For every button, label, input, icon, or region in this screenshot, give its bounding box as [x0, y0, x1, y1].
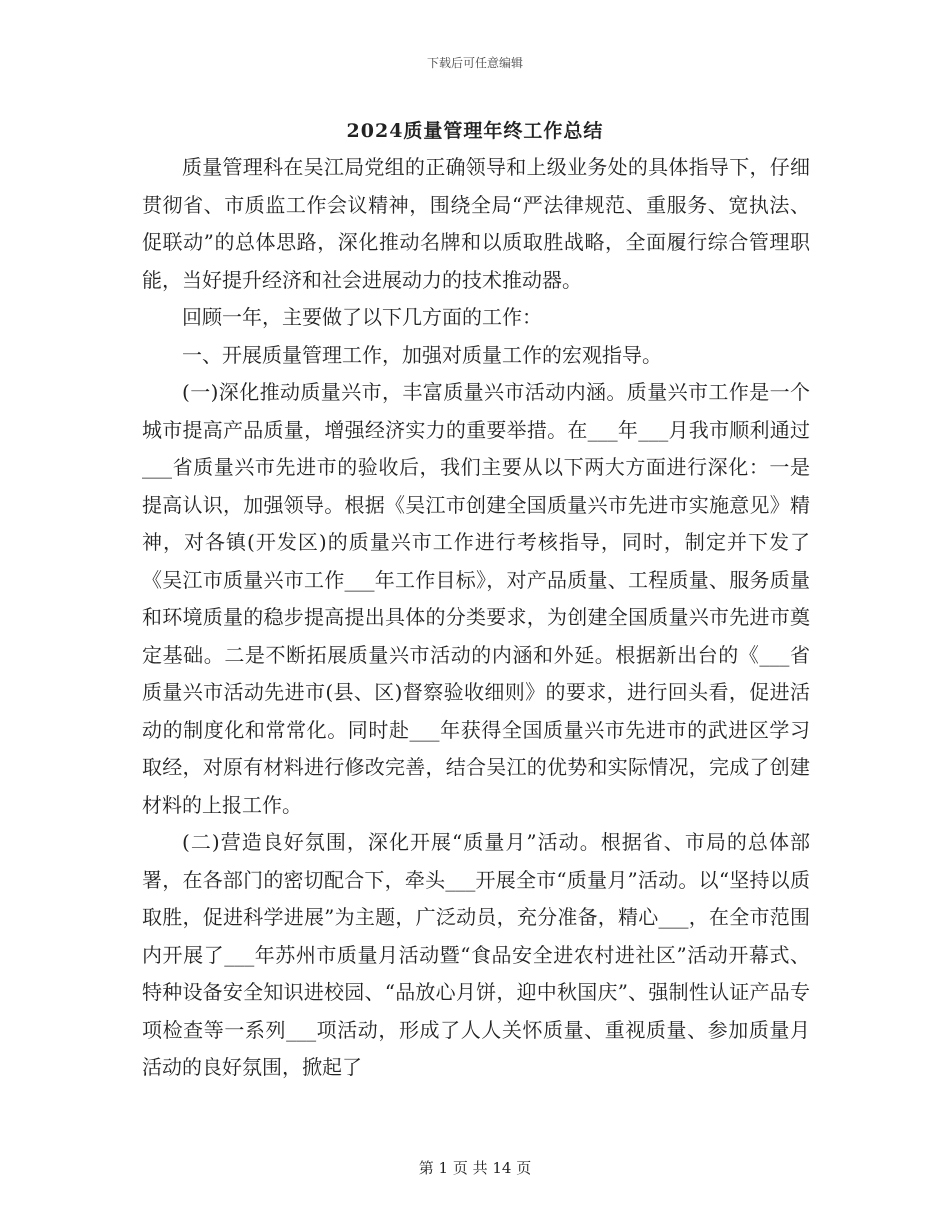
document-title: 2024质量管理年终工作总结 [346, 120, 604, 142]
paragraph: (二)营造良好氛围，深化开展“质量月”活动。根据省、市局的总体部署，在各部门的密切配合下，牵头___开展全市“质量月”活动。以“坚持以质取胜，促进科学进展”为主题，广泛动员，充分准备，精心___，在全市范围内开展了___年苏州市质量月活动暨“食品安全进农村进社区”活动开幕式、特种设备安全知识进校园、“品放心月饼，迎中秋国庆”、强制性认证产品专项检查等一系列___项活动，形成了人人关怀质量、重视质量、参加质量月活动的良好氛围，掀起了 [142, 830, 810, 1079]
paragraph: (一)深化推动质量兴市，丰富质量兴市活动内涵。质量兴市工作是一个城市提高产品质量，增强经济实力的重要举措。在___年___月我市顺利通过___省质量兴市先进市的验收后，我们主要从以下两大方面进行深化：一是提高认识，加强领导。根据《吴江市创建全国质量兴市先进市实施意见》精神，对各镇(开发区)的质量兴市工作进行考核指导，同时，制定并下发了《吴江市质量兴市工作___年工作目标》，对产品质量、工程质量、服务质量和环境质量的稳步提高提出具体的分类要求，为创建全国质量兴市先进市奠定基础。二是不断拓展质量兴市活动的内涵和外延。根据新出台的《___省质量兴市活动先进市(县、区)督察验收细则》的要求，进行回头看，促进活动的制度化和常常化。同时赴___年获得全国质量兴市先进市的武进区学习取经，对原有材料进行修改完善，结合吴江的优势和实际情况，完成了创建材料的上报工作。 [142, 380, 810, 817]
paragraph: 回顾一年，主要做了以下几方面的工作： [182, 305, 542, 329]
paragraph: 质量管理科在吴江局党组的正确领导和上级业务处的具体指导下，仔细贯彻省、市质监工作会议精神，围绕全局“严法律规范、重服务、宽执法、促联动”的总体思路，深化推动名牌和以质取胜战略，全面履行综合管理职能，当好提升经济和社会进展动力的技术推动器。 [142, 155, 810, 292]
document-body [142, 149, 810, 1087]
page-number: 第 1 页 共 14 页 [418, 1159, 532, 1177]
header-note: 下载后可任意编辑 [426, 56, 523, 70]
section-heading: 一、开展质量管理工作，加强对质量工作的宏观指导。 [182, 342, 662, 367]
